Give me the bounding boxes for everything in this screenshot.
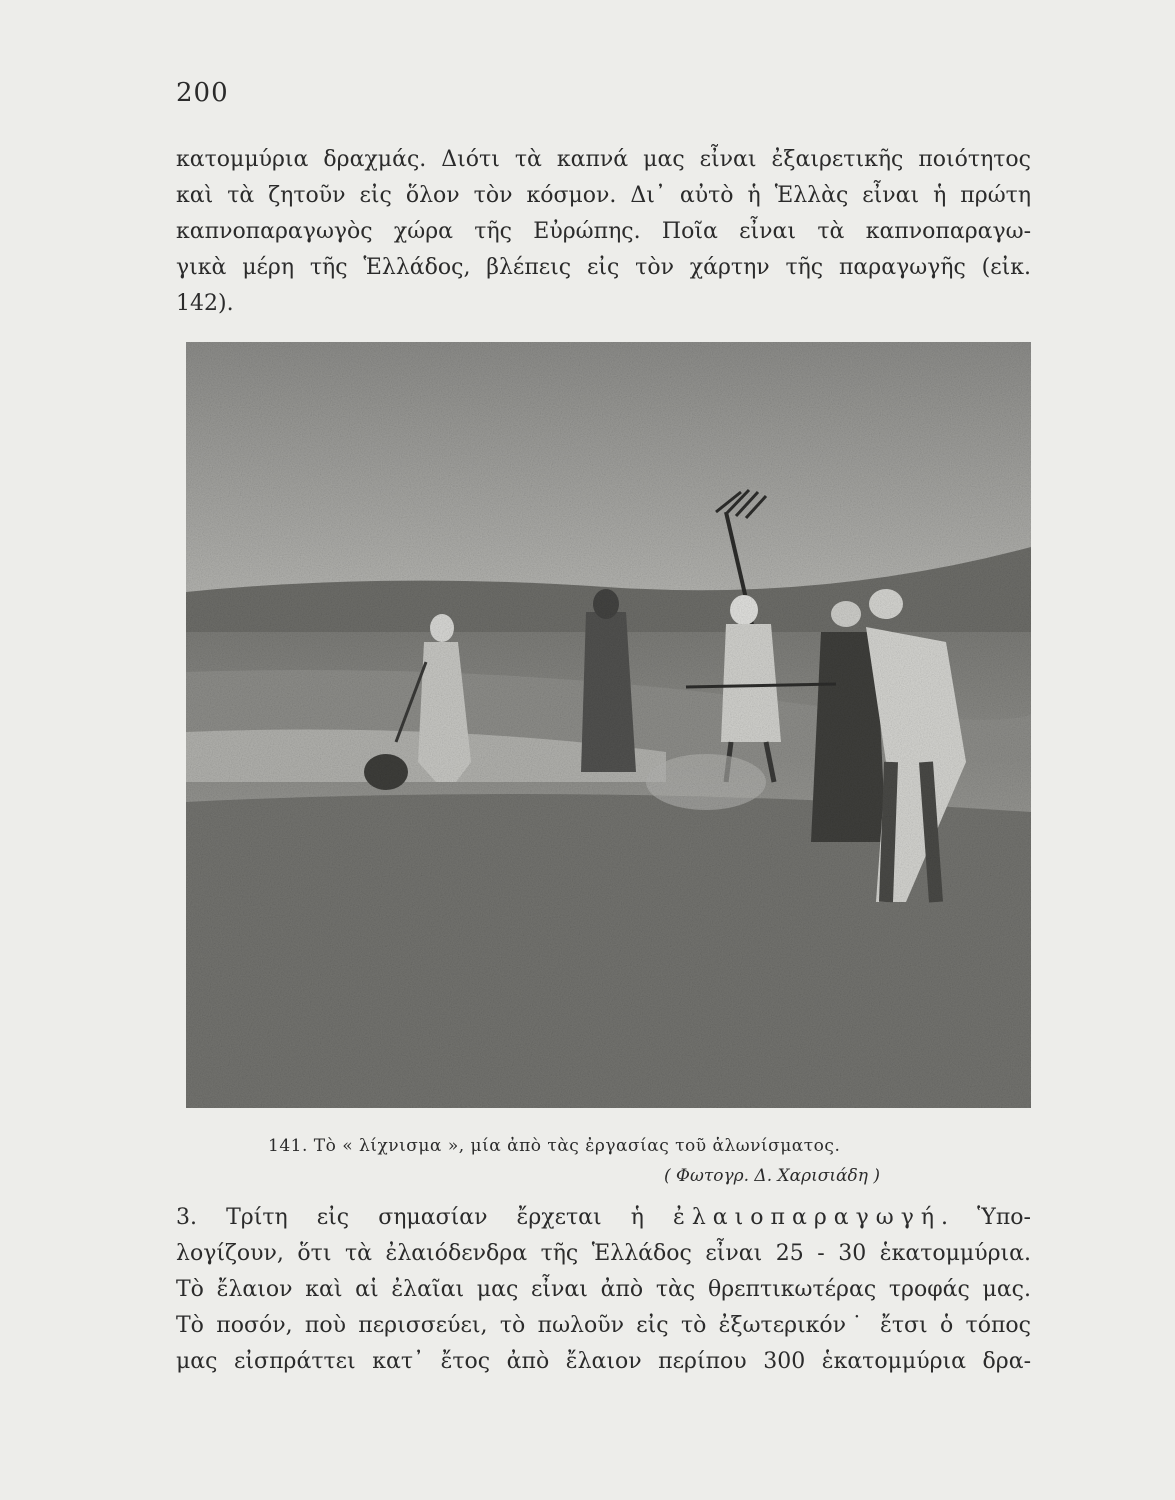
text-line: γικὰ μέρη τῆς Ἑλλάδος, βλέπεις εἰς τὸν χάρτην τῆς παραγωγῆς (εἰκ. xyxy=(176,255,1031,280)
text-line-first xyxy=(176,1200,1031,1236)
text-line: μας εἰσπράττει κατ᾽ ἔτος ἀπὸ ἔλαιον περίπου 300 ἑκατομμύρια δρα- xyxy=(176,1349,1031,1374)
text-line: λογίζουν, ὅτι τὰ ἐλαιόδενδρα τῆς Ἑλλάδος εἶναι 25 - 30 ἑκατομμύρια. xyxy=(176,1241,1031,1266)
paragraph-tobacco xyxy=(176,142,1031,322)
text-line: κατομμύρια δραχμάς. Διότι τὰ καπνά μας εἶναι ἐξαιρετικῆς ποιότητος xyxy=(176,147,1031,172)
text-line: καπνοπαραγωγὸς χώρα τῆς Εὐρώπης. Ποῖα εἶναι τὰ καπνοπαραγω- xyxy=(176,219,1031,244)
figure-caption: 141. Τὸ « λίχνισμα », μία ἀπὸ τὰς ἐργασίας τοῦ ἁλωνίσματος. xyxy=(268,1136,841,1156)
text-line: Τὸ ποσόν, ποὺ περισσεύει, τὸ πωλοῦν εἰς τὸ ἐξωτερικόν˙ ἔτσι ὁ τόπος xyxy=(176,1313,1031,1338)
winnowing-photo-drawing xyxy=(186,342,1031,1108)
text-line: καὶ τὰ ζητοῦν εἰς ὅλον τὸν κόσμον. Δι᾽ αὐτὸ ἡ Ἑλλὰς εἶναι ἡ πρώτη xyxy=(176,183,1031,208)
photo-credit: ( Φωτογρ. Δ. Χαρισιάδη ) xyxy=(664,1166,880,1186)
spaced-term: ἐλαιοπαραγωγή xyxy=(673,1205,942,1230)
text-segment: 3. Τρίτη εἰς σημασίαν ἔρχεται ἡ xyxy=(176,1205,674,1230)
winnowing-photo xyxy=(186,342,1031,1108)
paragraph-olive-oil xyxy=(176,1200,1031,1380)
text-line: Τὸ ἔλαιον καὶ αἱ ἐλαῖαι μας εἶναι ἀπὸ τὰς θρεπτικωτέρας τροφάς μας. xyxy=(176,1277,1031,1302)
text-line: 142). xyxy=(176,291,234,316)
text-segment: . Ὑπο- xyxy=(941,1205,1031,1230)
page-number: 200 xyxy=(176,78,229,108)
